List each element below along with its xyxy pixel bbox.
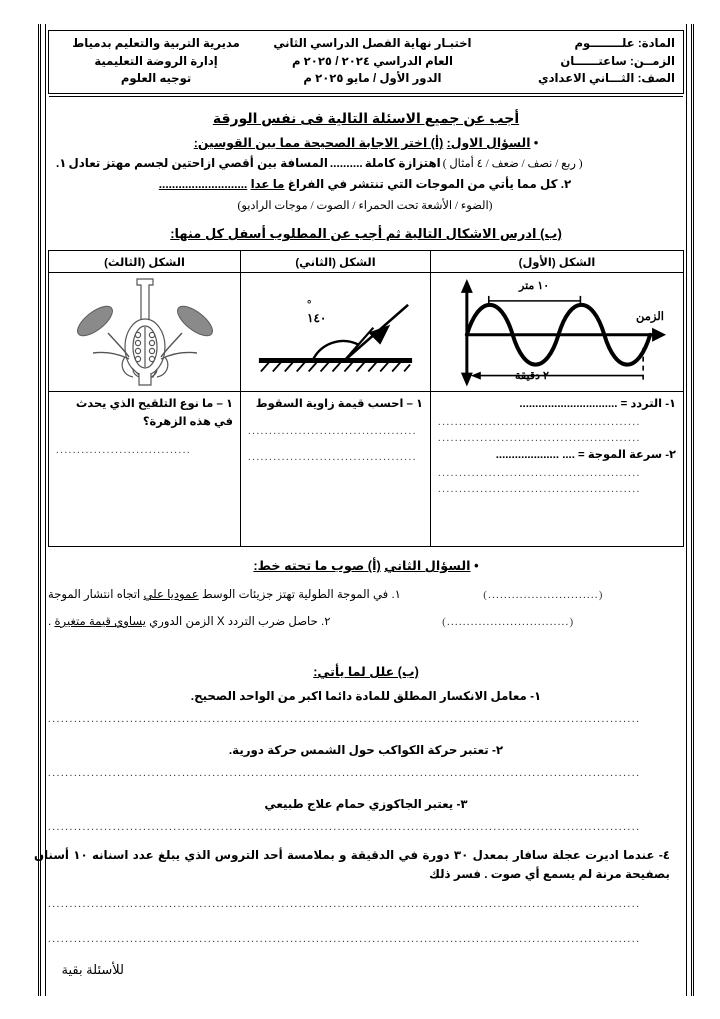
figure-1-wavelength-label: ١٠ متر	[519, 280, 550, 292]
figure-1-answer-line-2[interactable]: ................................................	[438, 432, 641, 444]
question1-item-2-dots: ...........................	[158, 177, 248, 191]
figure-3-questions	[49, 392, 240, 546]
figure-2-degree-icon: °	[307, 299, 312, 311]
question1-item-1-text: المسافة بين أقصي ازاحتين لجسم مهتز تعادل	[68, 156, 328, 170]
wave-diagram-svg	[431, 273, 683, 391]
figure-1-x-axis-label: الزمن	[636, 311, 664, 323]
question1-item-1	[48, 156, 682, 170]
header-subject-column	[482, 31, 683, 93]
header-department: توجيه العلوم	[120, 72, 192, 86]
reason-item-4-answer-line[interactable]: .........................................................................................................................................	[48, 899, 641, 910]
bullet-icon-2: •	[474, 558, 479, 573]
question1-item-2	[48, 177, 682, 191]
figure-1-header: الشكل (الأول)	[431, 251, 683, 273]
question2-title: السؤال الثاني	[384, 558, 471, 573]
figure-1-drawing	[431, 273, 683, 392]
question2-heading	[48, 558, 684, 574]
figure-3-header: الشكل (الثالث)	[49, 251, 240, 273]
question1-title: السؤال الاول:	[446, 136, 531, 150]
figure-2-header: الشكل (الثاني)	[241, 251, 430, 273]
reason-item-3-answer-line[interactable]: .........................................................................................................................................	[48, 822, 641, 833]
question1-item-2-text: كل مما يأتي من الموجات التي تنتشر في الفراغ	[287, 177, 558, 191]
reason-item-1	[48, 688, 684, 706]
figure-2-answer-line-2[interactable]: ........................................	[248, 451, 417, 463]
figures-table	[48, 250, 684, 547]
header-subject: المادة: علــــــــوم	[574, 37, 675, 50]
figure-2-cell	[240, 251, 430, 546]
question1-part-b-label: (ب) ادرس الاشكال التالية ثم أجب عن المطلوب أسفل كل منها:	[170, 226, 562, 241]
header-directorate: مديرية التربية والتعليم بدمياط	[72, 37, 240, 50]
figure-2-questions	[241, 392, 430, 546]
reflection-diagram-svg	[241, 273, 430, 390]
question1-item-1-dots: ..........	[329, 156, 363, 170]
flower-cross-section-svg	[49, 273, 240, 391]
figure-1-question-1-text: التردد =	[620, 398, 663, 410]
figure-2-drawing	[241, 273, 430, 392]
figure-1-cell	[430, 251, 683, 546]
reason-item-2-number: ٢-	[491, 743, 504, 757]
figure-1-answer-line-4[interactable]: ................................................	[438, 484, 641, 496]
reason-item-1-answer-line[interactable]: .........................................................................................................................................	[48, 714, 641, 725]
reason-item-3-number: ٣-	[456, 797, 468, 811]
header-exam-column	[263, 31, 482, 93]
document-page	[34, 24, 684, 996]
question1-item-1-choices: ( ربع / نصف / ضعف / ٤ أمثال )	[442, 158, 583, 170]
exam-instruction: أجب عن جميع الاسئلة التالية فى نفس الورقة	[212, 110, 520, 126]
question2-item-2-post: .	[48, 615, 52, 628]
question2-item-1-content	[48, 587, 401, 601]
figure-1-question-2-text: سرعة الموجة = ....	[562, 449, 663, 462]
question2-item-1	[48, 587, 684, 601]
header-academic-year: العام الدراسي ٢٠٢٤ / ٢٠٢٥ م	[291, 54, 453, 68]
figure-1-question-2-dots: ....................	[495, 449, 560, 462]
bullet-icon: •	[533, 136, 539, 150]
figure-2-question-1-text: احسب قيمة زاوية السقوط	[255, 398, 404, 410]
question1-heading	[48, 135, 684, 150]
question1-item-2-choices: (الضوء / الأشعة تحت الحمراء / الصوت / موجات الراديو)	[237, 200, 493, 212]
header-authority-column	[49, 31, 263, 93]
figure-3-question-1	[56, 396, 233, 431]
question2-item-1-post: اتجاه انتشار الموجة	[48, 588, 141, 601]
reason-item-4-text: عندما اديرت عجلة سافار بمعدل ٣٠ دورة في الدقيقة و بملامسة أحد التروس الذي يبلغ عدد اسنانه ١٠ أسنان بصفيحة مرنة لم يسمع أي صوت . فسر ذلك	[34, 848, 670, 881]
figure-2-question-1	[248, 396, 423, 414]
question2-part-a-label: (أ) صوب ما تحته خط:	[253, 558, 381, 573]
reason-item-4-number: ٤-	[658, 848, 670, 862]
question2-item-2	[48, 614, 684, 628]
reason-item-4	[24, 846, 684, 884]
header-duration: الزمــن: ساعتــــــان	[560, 54, 675, 68]
figure-3-question-1-text: ما نوع التلقيح الذي يحدث في هذه الزهرة؟	[75, 398, 233, 428]
final-answer-line[interactable]: .........................................................................................................................................	[48, 934, 641, 945]
figure-1-question-1-number: ١-	[665, 398, 676, 410]
figure-1-question-2-number: ٢-	[665, 449, 676, 462]
question2-item-1-underlined: عموديا علي	[143, 588, 199, 601]
figure-3-drawing	[49, 273, 240, 392]
figure-1-questions	[431, 392, 683, 546]
figure-1-question-1	[438, 396, 676, 414]
question2-item-2-blank[interactable]: (...............................)	[442, 616, 575, 628]
reason-item-2-answer-line[interactable]: .........................................................................................................................................	[48, 768, 641, 779]
figure-2-answer-line-1[interactable]: ........................................	[248, 425, 417, 437]
question2-item-1-number: ١.	[391, 588, 401, 601]
question2-item-1-pre: في الموجة الطولية تهتز جزيئات الوسط	[201, 588, 389, 601]
question2-item-2-underlined: يساوي قيمة متغيرة	[54, 615, 146, 628]
reason-item-3-text: يعتبر الجاكوزي حمام علاج طبيعي	[264, 797, 454, 811]
question2-item-2-number: ٢.	[321, 615, 331, 628]
figure-1-question-2	[438, 447, 676, 465]
reason-item-3	[48, 796, 684, 814]
question2-item-2-pre: حاصل ضرب التردد X الزمن الدوري	[149, 615, 318, 628]
header-session: الدور الأول / مايو ٢٠٢٥ م	[303, 72, 442, 86]
figure-1-question-1-dots: ...............................	[519, 398, 618, 410]
question2-item-2-content	[48, 614, 330, 628]
figure-2-question-1-number: ١ –	[406, 398, 423, 410]
header-administration: إدارة الروضة التعليمية	[94, 54, 218, 68]
question1-item-2-underlined: ما عدا	[250, 177, 285, 191]
question1-part-a-label: (أ) اختر الاجابة الصحيحة مما بين القوسين:	[193, 136, 444, 150]
question1-item-2-number: ٢.	[560, 177, 572, 191]
footer-note: للأسئلة بقية	[61, 962, 124, 977]
question1-item-1-text-after: اهتزازة كاملة	[364, 156, 441, 170]
exam-header-table	[48, 30, 684, 94]
question2-part-b-label: (ب) علل لما يأتي:	[313, 665, 419, 679]
reason-item-1-text: معامل الانكسار المطلق للمادة دائما اكبر من الواحد الصحيح.	[190, 689, 527, 703]
reason-item-2-text: تعتبر حركة الكواكب حول الشمس حركة دورية.	[228, 743, 489, 757]
figure-2-angle-value: ١٤٠	[307, 311, 327, 325]
question2-item-1-blank[interactable]: (............................)	[483, 589, 604, 601]
figure-1-period-label: ٢ دقيقة	[515, 370, 549, 382]
header-grade: الصف: الثـــاني الاعدادي	[537, 72, 675, 86]
header-exam-title: اختبـار نهاية الفصل الدراسي الثاني	[273, 37, 472, 50]
figure-3-question-1-number: ١ –	[216, 398, 233, 410]
figure-1-answer-line-1[interactable]: ................................................	[438, 416, 641, 428]
figure-1-answer-line-3[interactable]: ................................................	[438, 467, 641, 479]
reason-item-2	[48, 742, 684, 760]
reason-item-1-number: ١-	[530, 689, 542, 703]
figure-3-cell	[49, 251, 240, 546]
question1-item-1-number: ١.	[56, 156, 67, 170]
figure-3-answer-line-1[interactable]: ................................	[56, 445, 192, 457]
